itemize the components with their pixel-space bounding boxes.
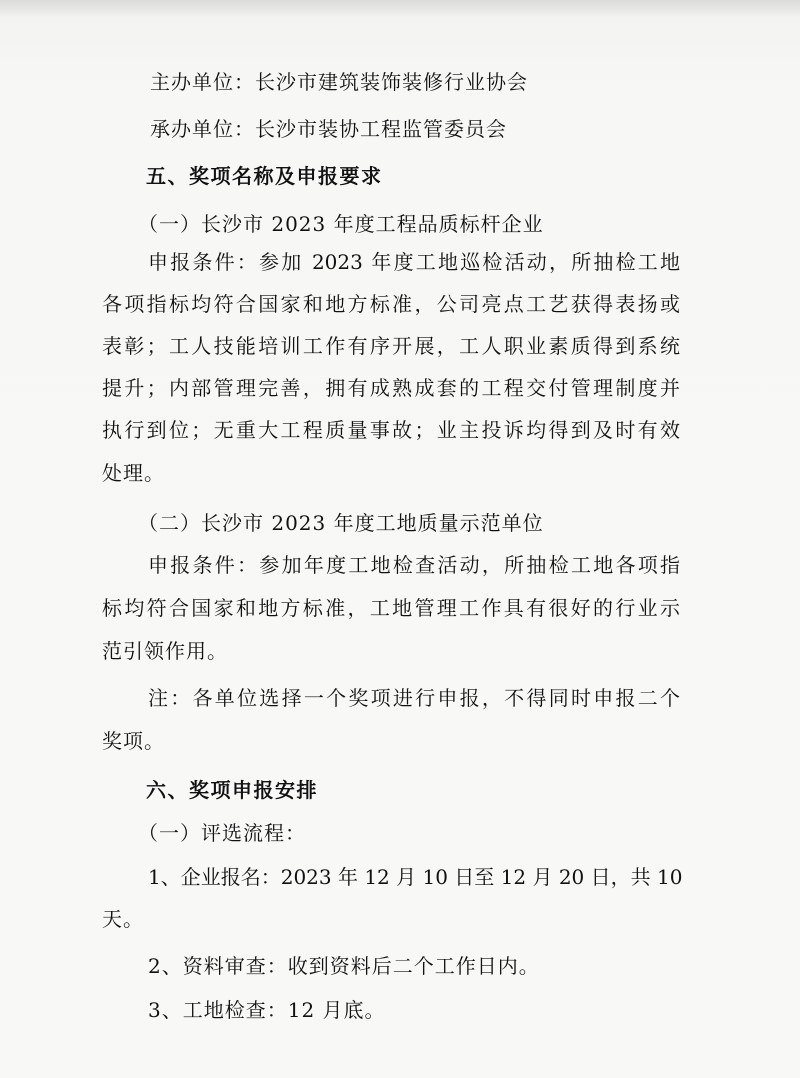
process-step-line: 2、资料审查：收到资料后二个工作日内。 (148, 954, 540, 978)
section5-heading: 五、奖项名称及申报要求 (146, 164, 383, 188)
award2-condition-line: 标均符合国家和地方标准，工地管理工作具有很好的行业示 (102, 596, 680, 620)
co-organizer-line: 承办单位：长沙市装协工程监管委员会 (150, 117, 507, 141)
award1-condition-line: 提升；内部管理完善，拥有成熟成套的工程交付管理制度并 (102, 376, 680, 400)
note-line: 注：各单位选择一个奖项进行申报，不得同时申报二个 (148, 686, 680, 710)
award1-condition-line: 处理。 (102, 461, 165, 485)
award1-condition-line: 执行到位；无重大工程质量事故；业主投诉均得到及时有效 (102, 418, 680, 442)
award1-title: （一）长沙市 2023 年度工程品质标杆企业 (138, 212, 544, 236)
scan-shadow (0, 0, 800, 18)
award1-condition-line: 表彰；工人技能培训工作有序开展，工人职业素质得到系统 (102, 334, 680, 358)
award2-title: （二）长沙市 2023 年度工地质量示范单位 (138, 511, 544, 535)
process-step-line: 3、工地检查：12 月底。 (148, 998, 386, 1022)
award2-condition-line: 范引领作用。 (102, 639, 228, 663)
note-line: 奖项。 (102, 729, 165, 753)
award1-condition-line: 各项指标均符合国家和地方标准，公司亮点工艺获得表扬或 (102, 292, 680, 316)
process-step-line: 1、企业报名：2023 年 12 月 10 日至 12 月 20 日，共 10 (148, 865, 683, 889)
process-title: （一）评选流程： (138, 821, 306, 845)
award2-condition-line: 申报条件：参加年度工地检查活动，所抽检工地各项指 (148, 553, 680, 577)
process-step-line: 天。 (102, 907, 144, 931)
award1-condition-line: 申报条件：参加 2023 年度工地巡检活动，所抽检工地 (148, 250, 680, 274)
section6-heading: 六、奖项申报安排 (146, 778, 318, 802)
organizer-line: 主办单位：长沙市建筑装饰装修行业协会 (150, 70, 528, 94)
